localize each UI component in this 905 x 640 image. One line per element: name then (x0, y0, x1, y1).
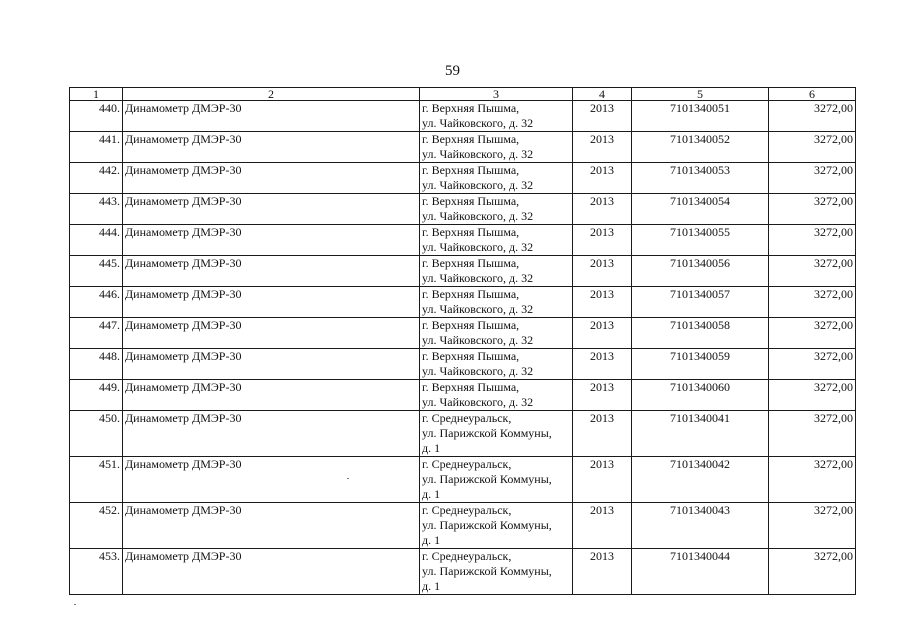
inventory-number-cell: 7101340060 (632, 380, 769, 411)
address-cell (420, 287, 573, 318)
address-line: г. Среднеуральск, (422, 411, 512, 425)
column-header: 4 (573, 88, 632, 101)
row-number-cell: 443. (70, 194, 123, 225)
scan-speck (347, 478, 349, 479)
year-cell: 2013 (573, 132, 632, 163)
item-name-cell: Динамометр ДМЭР-30 (123, 549, 420, 595)
cost-cell: 3272,00 (769, 101, 856, 132)
inventory-number-cell: 7101340042 (632, 457, 769, 503)
item-name-cell: Динамометр ДМЭР-30 (123, 457, 420, 503)
cost-cell: 3272,00 (769, 225, 856, 256)
cost-cell: 3272,00 (769, 411, 856, 457)
item-name-cell: Динамометр ДМЭР-30 (123, 349, 420, 380)
item-name-cell: Динамометр ДМЭР-30 (123, 225, 420, 256)
address-line: ул. Чайковского, д. 32 (422, 240, 534, 254)
table-row (70, 101, 856, 132)
inventory-number-cell: 7101340059 (632, 349, 769, 380)
inventory-number-cell: 7101340058 (632, 318, 769, 349)
cost-cell: 3272,00 (769, 132, 856, 163)
year-cell: 2013 (573, 457, 632, 503)
table-row (70, 132, 856, 163)
row-number-cell: 453. (70, 549, 123, 595)
item-name-cell: Динамометр ДМЭР-30 (123, 194, 420, 225)
item-name-cell: Динамометр ДМЭР-30 (123, 411, 420, 457)
cost-cell: 3272,00 (769, 549, 856, 595)
address-cell (420, 256, 573, 287)
table-body (70, 88, 856, 595)
address-line: ул. Чайковского, д. 32 (422, 178, 534, 192)
item-name-cell: Динамометр ДМЭР-30 (123, 503, 420, 549)
year-cell: 2013 (573, 163, 632, 194)
table-row (70, 549, 856, 595)
address-line: д. 1 (422, 441, 441, 455)
address-cell (420, 163, 573, 194)
address-line: д. 1 (422, 579, 441, 593)
column-header: 6 (769, 88, 856, 101)
cost-cell: 3272,00 (769, 457, 856, 503)
address-cell (420, 349, 573, 380)
table-row (70, 318, 856, 349)
table-row (70, 194, 856, 225)
address-line: г. Верхняя Пышма, (422, 101, 520, 115)
item-name-cell: Динамометр ДМЭР-30 (123, 287, 420, 318)
cost-cell: 3272,00 (769, 503, 856, 549)
row-number-cell: 452. (70, 503, 123, 549)
year-cell: 2013 (573, 503, 632, 549)
address-line: ул. Чайковского, д. 32 (422, 302, 534, 316)
address-cell (420, 132, 573, 163)
address-cell (420, 318, 573, 349)
address-cell (420, 101, 573, 132)
address-line: ул. Чайковского, д. 32 (422, 147, 534, 161)
address-line: г. Среднеуральск, (422, 549, 512, 563)
address-line: г. Верхняя Пышма, (422, 287, 520, 301)
property-register-table (69, 87, 856, 595)
address-cell (420, 194, 573, 225)
address-line: ул. Чайковского, д. 32 (422, 333, 534, 347)
address-line: д. 1 (422, 533, 441, 547)
address-line: г. Верхняя Пышма, (422, 256, 520, 270)
year-cell: 2013 (573, 194, 632, 225)
row-number-cell: 440. (70, 101, 123, 132)
item-name-cell: Динамометр ДМЭР-30 (123, 163, 420, 194)
row-number-cell: 442. (70, 163, 123, 194)
year-cell: 2013 (573, 411, 632, 457)
address-line: г. Верхняя Пышма, (422, 194, 520, 208)
address-line: г. Верхняя Пышма, (422, 132, 520, 146)
column-header: 1 (70, 88, 123, 101)
inventory-number-cell: 7101340056 (632, 256, 769, 287)
table-row (70, 287, 856, 318)
address-cell (420, 380, 573, 411)
address-cell (420, 411, 573, 457)
scan-speck (74, 604, 76, 605)
page-number: 59 (445, 63, 460, 79)
year-cell: 2013 (573, 349, 632, 380)
address-cell (420, 457, 573, 503)
column-header: 3 (420, 88, 573, 101)
year-cell: 2013 (573, 225, 632, 256)
table-row (70, 225, 856, 256)
cost-cell: 3272,00 (769, 318, 856, 349)
inventory-number-cell: 7101340057 (632, 287, 769, 318)
address-line: ул. Чайковского, д. 32 (422, 271, 534, 285)
address-line: ул. Чайковского, д. 32 (422, 364, 534, 378)
row-number-cell: 441. (70, 132, 123, 163)
address-line: г. Среднеуральск, (422, 503, 512, 517)
address-line: г. Верхняя Пышма, (422, 163, 520, 177)
table-row (70, 503, 856, 549)
address-line: д. 1 (422, 487, 441, 501)
row-number-cell: 446. (70, 287, 123, 318)
inventory-number-cell: 7101340044 (632, 549, 769, 595)
column-header: 5 (632, 88, 769, 101)
cost-cell: 3272,00 (769, 163, 856, 194)
row-number-cell: 444. (70, 225, 123, 256)
table-row (70, 457, 856, 503)
address-line: г. Верхняя Пышма, (422, 349, 520, 363)
table-row (70, 349, 856, 380)
address-line: г. Среднеуральск, (422, 457, 512, 471)
row-number-cell: 448. (70, 349, 123, 380)
cost-cell: 3272,00 (769, 256, 856, 287)
inventory-number-cell: 7101340043 (632, 503, 769, 549)
row-number-cell: 447. (70, 318, 123, 349)
inventory-number-cell: 7101340053 (632, 163, 769, 194)
item-name-cell: Динамометр ДМЭР-30 (123, 101, 420, 132)
table-row (70, 411, 856, 457)
year-cell: 2013 (573, 318, 632, 349)
year-cell: 2013 (573, 380, 632, 411)
item-name-cell: Динамометр ДМЭР-30 (123, 380, 420, 411)
inventory-number-cell: 7101340054 (632, 194, 769, 225)
cost-cell: 3272,00 (769, 287, 856, 318)
address-cell (420, 549, 573, 595)
cost-cell: 3272,00 (769, 194, 856, 225)
address-cell (420, 225, 573, 256)
address-line: ул. Парижской Коммуны, (422, 518, 552, 532)
year-cell: 2013 (573, 256, 632, 287)
item-name-cell: Динамометр ДМЭР-30 (123, 318, 420, 349)
row-number-cell: 449. (70, 380, 123, 411)
column-header: 2 (123, 88, 420, 101)
inventory-number-cell: 7101340055 (632, 225, 769, 256)
year-cell: 2013 (573, 101, 632, 132)
table-row (70, 380, 856, 411)
row-number-cell: 445. (70, 256, 123, 287)
address-line: ул. Чайковского, д. 32 (422, 116, 534, 130)
inventory-number-cell: 7101340052 (632, 132, 769, 163)
address-line: ул. Парижской Коммуны, (422, 426, 552, 440)
cost-cell: 3272,00 (769, 349, 856, 380)
column-number-header-row (70, 88, 856, 101)
row-number-cell: 451. (70, 457, 123, 503)
address-line: г. Верхняя Пышма, (422, 380, 520, 394)
row-number-cell: 450. (70, 411, 123, 457)
item-name-cell: Динамометр ДМЭР-30 (123, 256, 420, 287)
inventory-number-cell: 7101340041 (632, 411, 769, 457)
item-name-cell: Динамометр ДМЭР-30 (123, 132, 420, 163)
address-line: г. Верхняя Пышма, (422, 318, 520, 332)
year-cell: 2013 (573, 287, 632, 318)
address-line: ул. Чайковского, д. 32 (422, 209, 534, 223)
cost-cell: 3272,00 (769, 380, 856, 411)
table-row (70, 163, 856, 194)
address-line: г. Верхняя Пышма, (422, 225, 520, 239)
year-cell: 2013 (573, 549, 632, 595)
address-line: ул. Парижской Коммуны, (422, 564, 552, 578)
address-cell (420, 503, 573, 549)
address-line: ул. Чайковского, д. 32 (422, 395, 534, 409)
inventory-number-cell: 7101340051 (632, 101, 769, 132)
table-row (70, 256, 856, 287)
address-line: ул. Парижской Коммуны, (422, 472, 552, 486)
